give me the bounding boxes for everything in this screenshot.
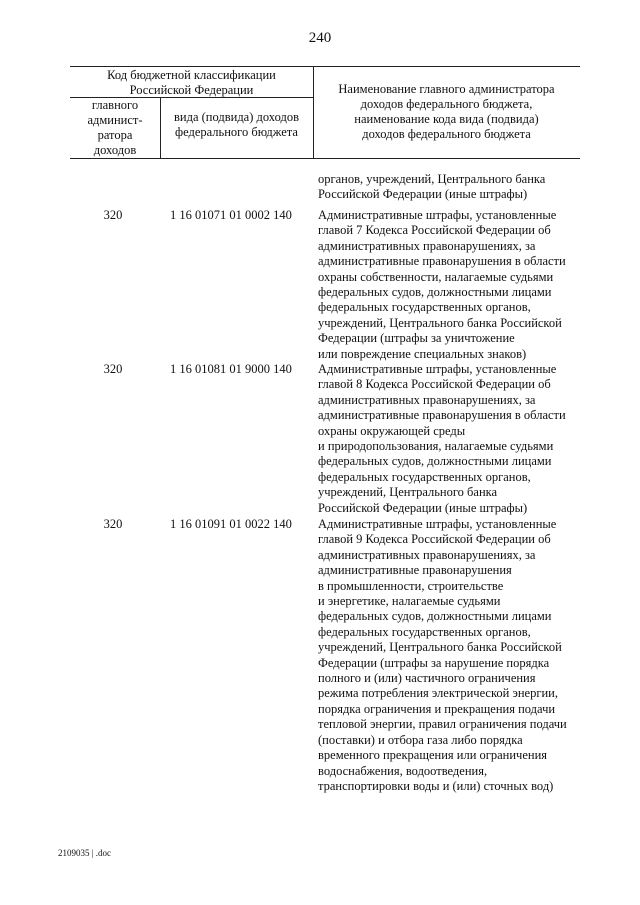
header-bottom-rule: [70, 158, 580, 159]
header-col-admin: главного админист- ратора доходов: [87, 98, 143, 157]
income-description: Административные штрафы, установленные главой 9 Кодекса Российской Федерации об административных правонарушениях, за административные правонарушения в промышленности, строительстве и энергетике, налагаемые судьями федеральных судов, должностными лицами федеральных государственных органов, учреждений, Центрального банка Российской Федерации (штрафы за нарушение порядка полного и (или) частичного ограничения режима потребления электрической энергии, порядка ограничения и прекращения подачи тепловой энергии, правил ограничения подачи (поставки) и отбора газа либо порядка временного прекращения или ограничения водоснабжения, водоотведения, транспортировки воды и (или) сточных вод): [318, 517, 567, 793]
header-group-title: Код бюджетной классификации Российской Федерации: [107, 68, 276, 97]
income-description: Административные штрафы, установленные главой 8 Кодекса Российской Федерации об административных правонарушениях, за административные правонарушения в области охраны окружающей среды и природопользования, налагаемые судьями федеральных судов, должностными лицами федеральных государственных органов, учреждений, Центрального банка Российской Федерации (иные штрафы): [318, 362, 566, 515]
admin-code: 320: [103, 362, 123, 376]
page-number: 240: [308, 30, 332, 46]
admin-code: 320: [103, 208, 123, 222]
admin-code: 320: [103, 517, 123, 531]
header-top-rule: [70, 66, 580, 67]
header-col-name: Наименование главного администратора доходов федерального бюджета, наименование кода вида (подвида) доходов федерального бюджета: [338, 82, 555, 141]
income-code: 1 16 01071 01 0002 140: [170, 208, 292, 222]
income-code: 1 16 01081 01 9000 140: [170, 362, 292, 376]
income-code: 1 16 01091 01 0022 140: [170, 517, 292, 531]
document-footer: 2109035 | .doc: [58, 848, 112, 858]
header-col-code: вида (подвида) доходов федерального бюджета: [174, 110, 299, 139]
income-description: органов, учреждений, Центрального банка Российской Федерации (иные штрафы): [318, 172, 546, 202]
income-description: Административные штрафы, установленные главой 7 Кодекса Российской Федерации об административных правонарушениях, за административные правонарушения в области охраны собственности, налагаемые судьями федеральных судов, должностными лицами федеральных государственных органов, учреждений, Центрального банка Российской Федерации (штрафы за уничтожение или повреждение специальных знаков): [318, 208, 566, 361]
